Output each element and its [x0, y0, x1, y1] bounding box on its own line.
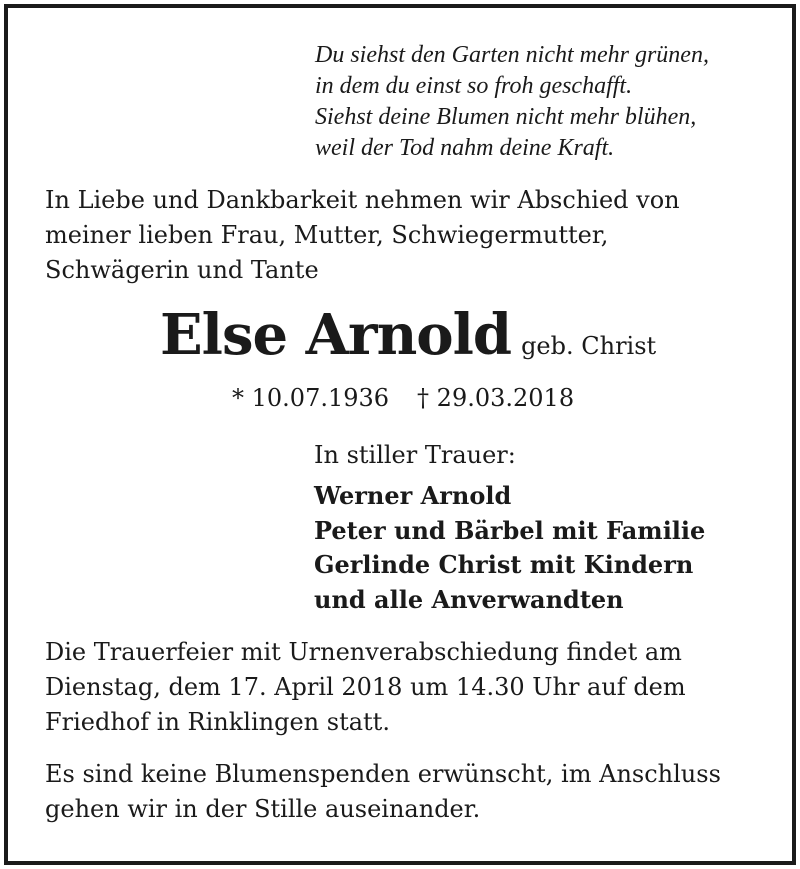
note-line: Es sind keine Blumenspenden erwünscht, im Anschluss — [45, 760, 721, 788]
intro-line: meiner lieben Frau, Mutter, Schwiegermutter, — [45, 221, 609, 249]
service-line: Die Trauerfeier mit Urnenverabschiedung findet am — [45, 638, 682, 666]
mourner-name: Werner Arnold — [314, 481, 512, 510]
farewell-intro — [45, 183, 765, 288]
death-date: † 29.03.2018 — [417, 384, 575, 412]
service-line: Dienstag, dem 17. April 2018 um 14.30 Uhr auf dem — [45, 673, 686, 701]
life-dates — [232, 384, 574, 412]
maiden-name: geb. Christ — [521, 332, 657, 360]
poem-line: weil der Tod nahm deine Kraft. — [315, 135, 615, 161]
service-details — [45, 635, 686, 740]
mourners-list — [314, 479, 705, 617]
flowers-note — [45, 757, 721, 827]
service-line: Friedhof in Rinklingen statt. — [45, 708, 390, 736]
poem-line: Siehst deine Blumen nicht mehr blühen, — [315, 104, 697, 130]
mourner-name: Gerlinde Christ mit Kindern — [314, 550, 694, 579]
birth-date: * 10.07.1936 — [232, 384, 390, 412]
mourner-name: Peter und Bärbel mit Familie — [314, 515, 706, 545]
poem-line: Du siehst den Garten nicht mehr grünen, — [315, 42, 709, 68]
intro-line: Schwägerin und Tante — [45, 256, 319, 284]
deceased-heading — [160, 300, 656, 370]
note-line: gehen wir in der Stille auseinander. — [45, 795, 481, 823]
mourners-label: In stiller Trauer: — [314, 441, 516, 469]
mourner-name: und alle Anverwandten — [314, 584, 624, 614]
deceased-name: Else Arnold — [160, 302, 512, 368]
poem-line: in dem du einst so froh geschafft. — [315, 73, 633, 99]
mourners-block — [314, 438, 705, 617]
memorial-poem — [315, 40, 709, 164]
intro-line: In Liebe und Dankbarkeit nehmen wir Abschied von — [45, 186, 680, 214]
